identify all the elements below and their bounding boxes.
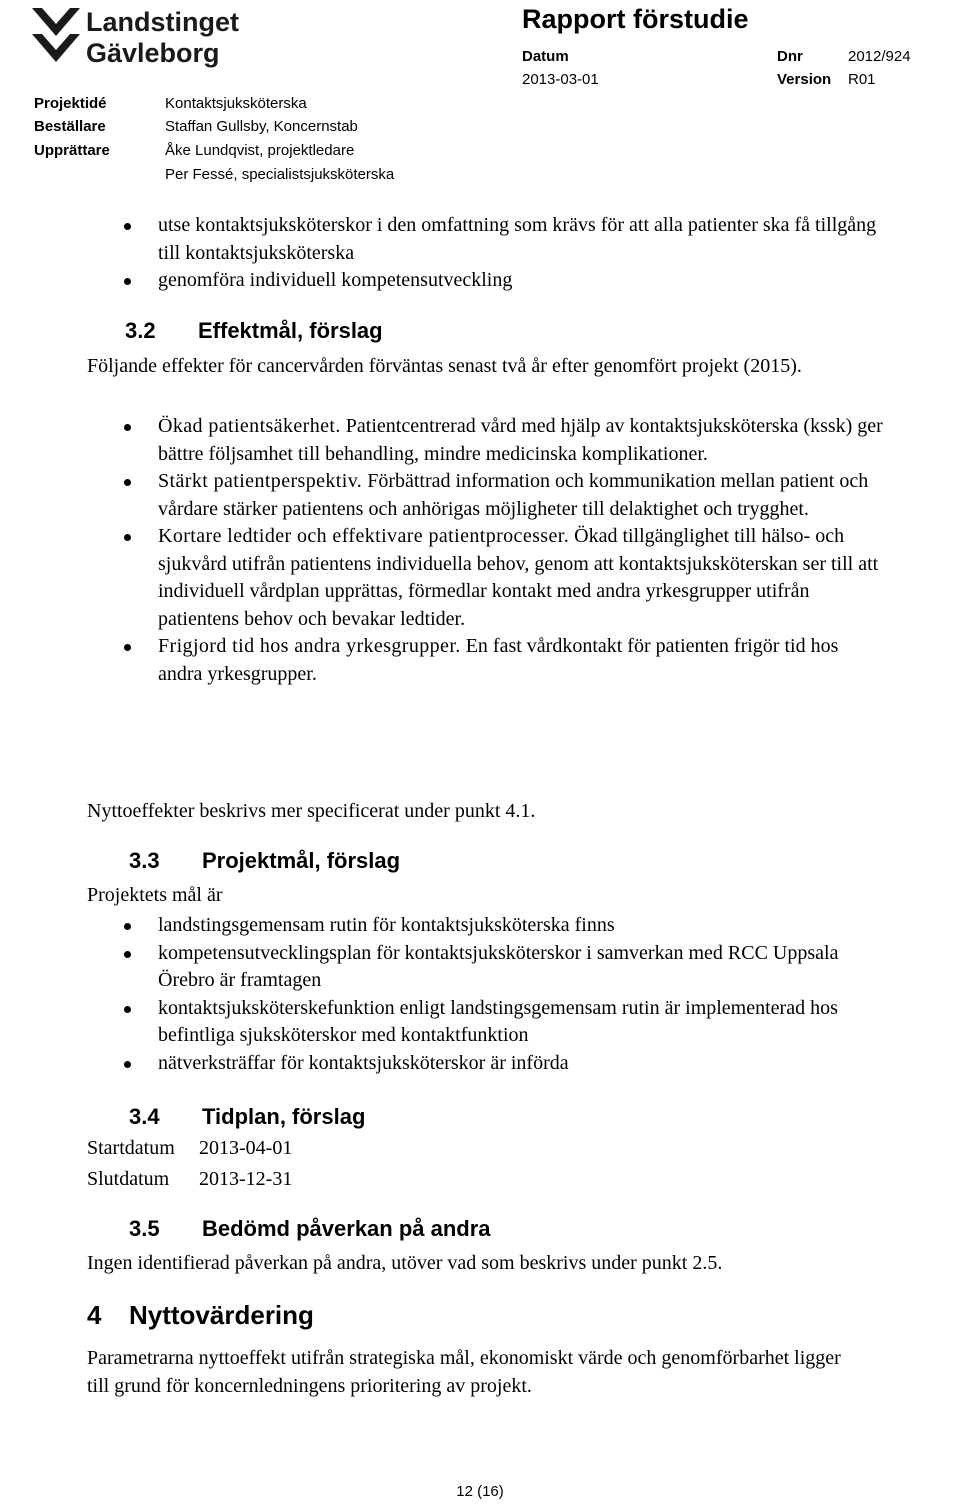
projektmal-bullet-list bbox=[87, 912, 887, 1077]
end-value: 2013-12-31 bbox=[199, 1168, 293, 1190]
list-item: Ökad patientsäkerhet. Patientcentrerad vård med hjälp av kontaktsjuksköterska (kssk) ger bättre följsamhet till behandling, mindre medicinska komplikationer. bbox=[87, 413, 887, 468]
bullet-icon bbox=[124, 479, 131, 486]
report-title: Rapport förstudie bbox=[522, 4, 749, 34]
section-heading-3-4: 3.4 Tidplan, förslag bbox=[129, 1104, 366, 1129]
bullet-icon bbox=[124, 923, 131, 930]
bullet-icon bbox=[124, 1006, 131, 1013]
section-3-2-outro: Nyttoeffekter beskrivs mer specificerat under punkt 4.1. bbox=[87, 800, 536, 822]
datum-label: Datum bbox=[522, 48, 569, 65]
section-heading-3-3: 3.3 Projektmål, förslag bbox=[129, 848, 401, 873]
version-value: R01 bbox=[848, 71, 876, 88]
list-item: nätverksträffar för kontaktsjuksköterskor är införda bbox=[87, 1050, 887, 1078]
intro-bullet-list bbox=[87, 212, 887, 295]
bullet-icon bbox=[124, 424, 131, 431]
bullet-icon bbox=[124, 223, 131, 230]
section-heading-4: 4 Nyttovärdering bbox=[87, 1300, 314, 1330]
projektide-value: Kontaktsjuksköterska bbox=[165, 95, 307, 112]
bestallare-value: Staffan Gullsby, Koncernstab bbox=[165, 118, 358, 135]
landstinget-gavleborg-logo bbox=[30, 4, 260, 68]
upprattare-value-2: Per Fessé, specialistsjuksköterska bbox=[165, 166, 395, 183]
list-item: Frigjord tid hos andra yrkesgrupper. En fast vårdkontakt för patienten frigör tid hos andra yrkesgrupper. bbox=[87, 633, 887, 688]
section-3-2-intro: Följande effekter för cancervården förväntas senast två år efter genomfört projekt (2015). bbox=[87, 355, 802, 377]
bullet-icon bbox=[124, 1061, 131, 1068]
list-item: kompetensutvecklingsplan för kontaktsjuksköterskor i samverkan med RCC Uppsala Örebro är framtagen bbox=[87, 940, 887, 995]
section-heading-3-2: 3.2 Effektmål, förslag bbox=[125, 318, 383, 343]
logo-line2: Gävleborg bbox=[86, 38, 220, 68]
dnr-label: Dnr bbox=[777, 48, 803, 65]
section-heading-3-5: 3.5 Bedömd påverkan på andra bbox=[129, 1216, 491, 1241]
upprattare-label: Upprättare bbox=[34, 142, 110, 159]
bullet-icon bbox=[124, 951, 131, 958]
bullet-icon bbox=[124, 278, 131, 285]
list-item: genomföra individuell kompetensutveckling bbox=[87, 267, 887, 295]
section-3-5-text: Ingen identifierad påverkan på andra, utöver vad som beskrivs under punkt 2.5. bbox=[87, 1252, 723, 1274]
table-row bbox=[87, 1133, 292, 1164]
bullet-icon bbox=[124, 534, 131, 541]
bullet-icon bbox=[124, 644, 131, 651]
start-value: 2013-04-01 bbox=[199, 1137, 293, 1159]
list-item: kontaktsjuksköterskefunktion enligt landstingsgemensam rutin är implementerad hos befintliga sjuksköterskor med kontaktfunktion bbox=[87, 995, 887, 1050]
logo-line1: Landstinget bbox=[86, 7, 239, 37]
bestallare-label: Beställare bbox=[34, 118, 106, 135]
effektmal-bullet-list bbox=[87, 413, 887, 688]
table-row bbox=[87, 1164, 292, 1195]
tidplan-table bbox=[87, 1133, 292, 1195]
logo-mark-icon bbox=[32, 8, 80, 62]
list-item: landstingsgemensam rutin för kontaktsjuksköterska finns bbox=[87, 912, 887, 940]
start-label: Startdatum bbox=[87, 1137, 175, 1159]
list-item: Stärkt patientperspektiv. Förbättrad information och kommunikation mellan patient och vårdare stärker patientens och anhörigas möjligheter till delaktighet och trygghet. bbox=[87, 468, 887, 523]
list-item: Kortare ledtider och effektivare patientprocesser. Ökad tillgänglighet till hälso- och sjukvård utifrån patientens individuella behov, genom att kontaktsjuksköterskan ser till att individuell vårdplan upprättas, förmedlar kontakt med andra yrkesgrupper utifrån patientens behov och bevakar ledtider. bbox=[87, 523, 887, 633]
page-number: 12 (16) bbox=[456, 1483, 504, 1500]
version-label: Version bbox=[777, 71, 832, 88]
upprattare-value-1: Åke Lundqvist, projektledare bbox=[165, 142, 355, 159]
projektide-label: Projektidé bbox=[34, 95, 107, 112]
end-label: Slutdatum bbox=[87, 1168, 170, 1190]
list-item: utse kontaktsjuksköterskor i den omfattning som krävs för att alla patienter ska få tillgång till kontaktsjuksköterska bbox=[87, 212, 887, 267]
section-4-text: Parametrarna nyttoeffekt utifrån strategiska mål, ekonomiskt värde och genomförbarhet ligger till grund för koncernledningens prioritering av projekt. bbox=[87, 1347, 841, 1397]
datum-value: 2013-03-01 bbox=[522, 71, 599, 88]
dnr-value: 2012/924 bbox=[848, 48, 911, 65]
section-3-3-intro: Projektets mål är bbox=[87, 884, 223, 906]
